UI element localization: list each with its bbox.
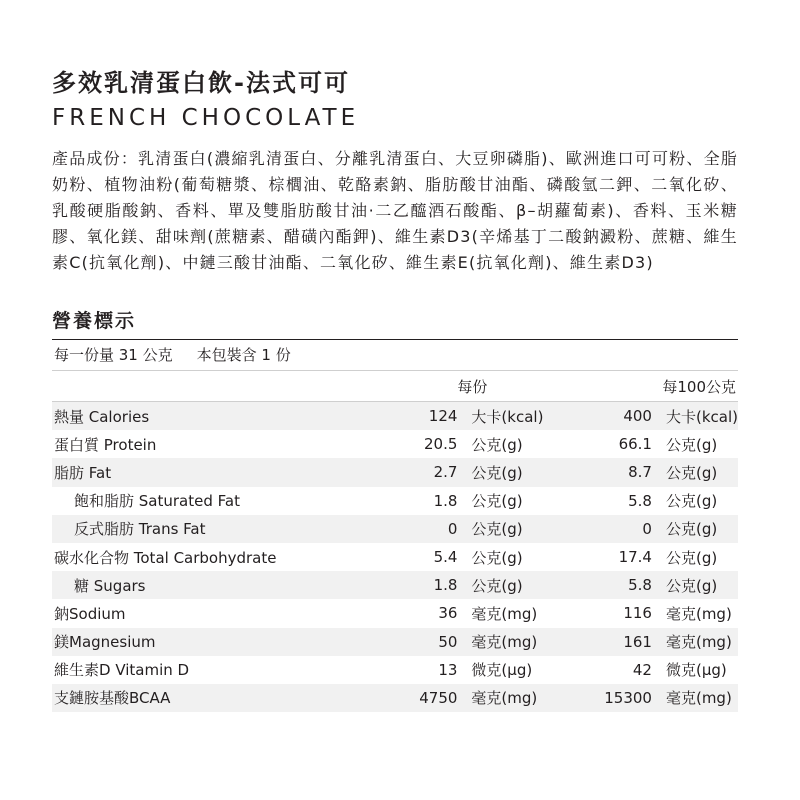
per-serving-unit: 毫克(mg) (471, 604, 538, 623)
per-serving-unit: 公克(g) (471, 435, 523, 454)
per-serving-unit: 微克(μg) (471, 661, 533, 680)
per-serving-value: 36 (438, 604, 458, 623)
nutrient-name: 飽和脂肪 Saturated Fat (74, 492, 240, 511)
per-100g-unit: 毫克(mg) (665, 604, 732, 623)
per-100g-value: 161 (623, 632, 652, 651)
nutrient-name: 糖 Sugars (74, 576, 146, 595)
nutrient-name: 脂肪 Fat (54, 463, 112, 482)
per-100g-value: 15300 (604, 688, 652, 707)
nutrient-name: 維生素D Vitamin D (54, 661, 190, 680)
per-serving-unit: 毫克(mg) (471, 689, 538, 708)
nutrition-row (52, 402, 738, 431)
ingredients-text: 產品成份：乳清蛋白(濃縮乳清蛋白、分離乳清蛋白、大豆卵磷脂)、歐洲進口可可粉、全脂奶粉、植物油粉(葡萄糖漿、棕櫚油、乾酪素鈉、脂肪酸甘油酯、磷酸氫二鉀、二氧化矽、乳酸硬脂酸鈉、香料、單及雙脂肪酸甘油·二乙醯酒石酸酯、β–胡蘿蔔素)、香料、玉米糖膠、氧化鎂、甜味劑(蔗糖素、醋磺內酯鉀)、維生素D3(辛烯基丁二酸鈉澱粉、蔗糖、維生素C(抗氧化劑)、中鏈三酸甘油酯、二氧化矽、維生素E(抗氧化劑)、維生素D3) (52, 149, 738, 272)
per-serving-value: 20.5 (424, 435, 458, 454)
nutrient-name: 反式脂肪 Trans Fat (74, 520, 206, 539)
nutrient-name: 熱量 Calories (54, 407, 150, 426)
per-100g-value: 5.8 (628, 576, 652, 595)
per-100g-value: 42 (632, 660, 652, 679)
per-100g-unit: 公克(g) (665, 548, 718, 567)
per-100g-unit: 公克(g) (665, 463, 718, 482)
nutrition-row (52, 656, 738, 684)
nutrition-row (52, 571, 738, 599)
nutrition-row (52, 458, 738, 486)
per-100g-unit: 公克(g) (665, 520, 718, 539)
per-serving-value: 50 (438, 632, 458, 651)
product-title-en: FRENCH CHOCOLATE (52, 105, 360, 131)
per-100g-value: 400 (623, 407, 652, 426)
nutrition-row (52, 543, 738, 571)
per-serving-unit: 毫克(mg) (471, 633, 538, 652)
product-title-zh: 多效乳清蛋白飲-法式可可 (52, 69, 350, 97)
per-serving-value: 124 (428, 407, 458, 426)
nutrient-name: 碳水化合物 Total Carbohydrate (54, 548, 277, 567)
product-label (52, 66, 738, 712)
col-per-100g: 每100公克 (662, 377, 736, 396)
per-100g-unit: 公克(g) (665, 435, 718, 454)
per-100g-unit: 公克(g) (665, 576, 718, 595)
per-100g-value: 5.8 (628, 491, 652, 510)
per-serving-value: 1.8 (433, 491, 458, 510)
nutrient-name: 支鏈胺基酸BCAA (54, 689, 171, 708)
per-serving-unit: 公克(g) (471, 548, 523, 567)
nutrition-row (52, 599, 738, 627)
per-serving-value: 2.7 (433, 463, 458, 482)
per-100g-value: 8.7 (628, 463, 652, 482)
per-serving-value: 0 (447, 519, 458, 538)
nutrition-row (52, 684, 738, 712)
serving-size: 每一份量 31 公克 (54, 346, 173, 364)
nutrition-table-header (52, 371, 738, 402)
per-100g-unit: 微克(μg) (665, 661, 727, 680)
per-serving-unit: 大卡(kcal) (471, 407, 544, 426)
nutrient-name: 蛋白質 Protein (54, 435, 157, 454)
nutrient-name: 鎂Magnesium (54, 633, 156, 652)
per-100g-value: 66.1 (618, 435, 652, 454)
per-100g-value: 17.4 (618, 548, 652, 567)
per-serving-value: 13 (438, 660, 458, 679)
per-100g-value: 0 (642, 519, 652, 538)
per-100g-unit: 大卡(kcal) (665, 407, 738, 426)
per-serving-unit: 公克(g) (471, 576, 523, 595)
nutrition-heading: 營養標示 (52, 306, 738, 340)
per-serving-value: 4750 (419, 688, 458, 707)
nutrition-row (52, 430, 738, 458)
per-100g-unit: 公克(g) (665, 492, 718, 511)
nutrition-row (52, 487, 738, 515)
nutrient-name: 鈉Sodium (54, 604, 126, 623)
per-100g-unit: 毫克(mg) (665, 633, 732, 652)
per-100g-value: 116 (623, 604, 652, 623)
per-serving-value: 1.8 (433, 576, 458, 595)
nutrition-table (52, 371, 738, 712)
per-serving-unit: 公克(g) (471, 492, 523, 511)
serving-info (52, 340, 738, 371)
nutrition-row (52, 515, 738, 543)
nutrition-row (52, 628, 738, 656)
col-per-serving: 每份 (457, 377, 488, 396)
servings-per-pack: 本包裝含 1 份 (196, 346, 291, 364)
per-serving-unit: 公克(g) (471, 520, 523, 539)
per-serving-unit: 公克(g) (471, 463, 523, 482)
per-100g-unit: 毫克(mg) (665, 689, 732, 708)
per-serving-value: 5.4 (433, 548, 458, 567)
